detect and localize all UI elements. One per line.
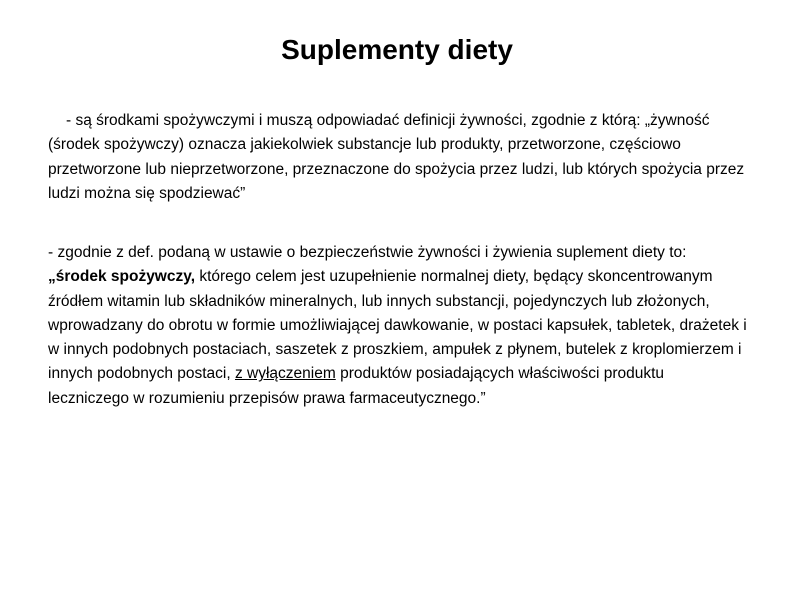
paragraph2-text-part2: którego celem jest uzupełnienie normalnej diety, będący skoncentrowanym źródłem witamin lub składników mineralnych, lub innych substancji, pojedynczych lub złożonych, wprowadzany do obrotu w formie umożliwiającej dawkowanie, w postaci kapsułek, tabletek, drażetek i w innych podobnych postaciach, saszetek z proszkiem, ampułek z płynem, butelek z kroplomierzem i innych podobnych postaci,	[48, 268, 747, 383]
paragraph2-text-part1: - zgodnie z def. podaną w ustawie o bezpieczeństwie żywności i żywienia suplement diety to:	[48, 244, 687, 261]
slide-title: Suplementy diety	[281, 34, 513, 65]
paragraph-food-definition: - są środkami spożywczymi i muszą odpowiadać definicji żywności, zgodnie z którą: „żywność (środek spożywczy) oznacza jakiekolwiek substancje lub produkty, przetworzone, częściowo przetworzone lub nieprzetworzone, przeznaczone do spożycia przez ludzi, lub których spożycia przez ludzi można się spodziewać”	[48, 112, 745, 202]
paragraph2-text-part3: produktów posiadających właściwości produktu leczniczego w rozumieniu przepisów prawa farmaceutycznego.”	[48, 365, 665, 407]
paragraph2-bold-term: „środek spożywczy,	[48, 268, 196, 286]
paragraph-supplement-definition	[48, 241, 748, 411]
paragraph2-underlined-exclusion: z wyłączeniem	[234, 365, 336, 383]
